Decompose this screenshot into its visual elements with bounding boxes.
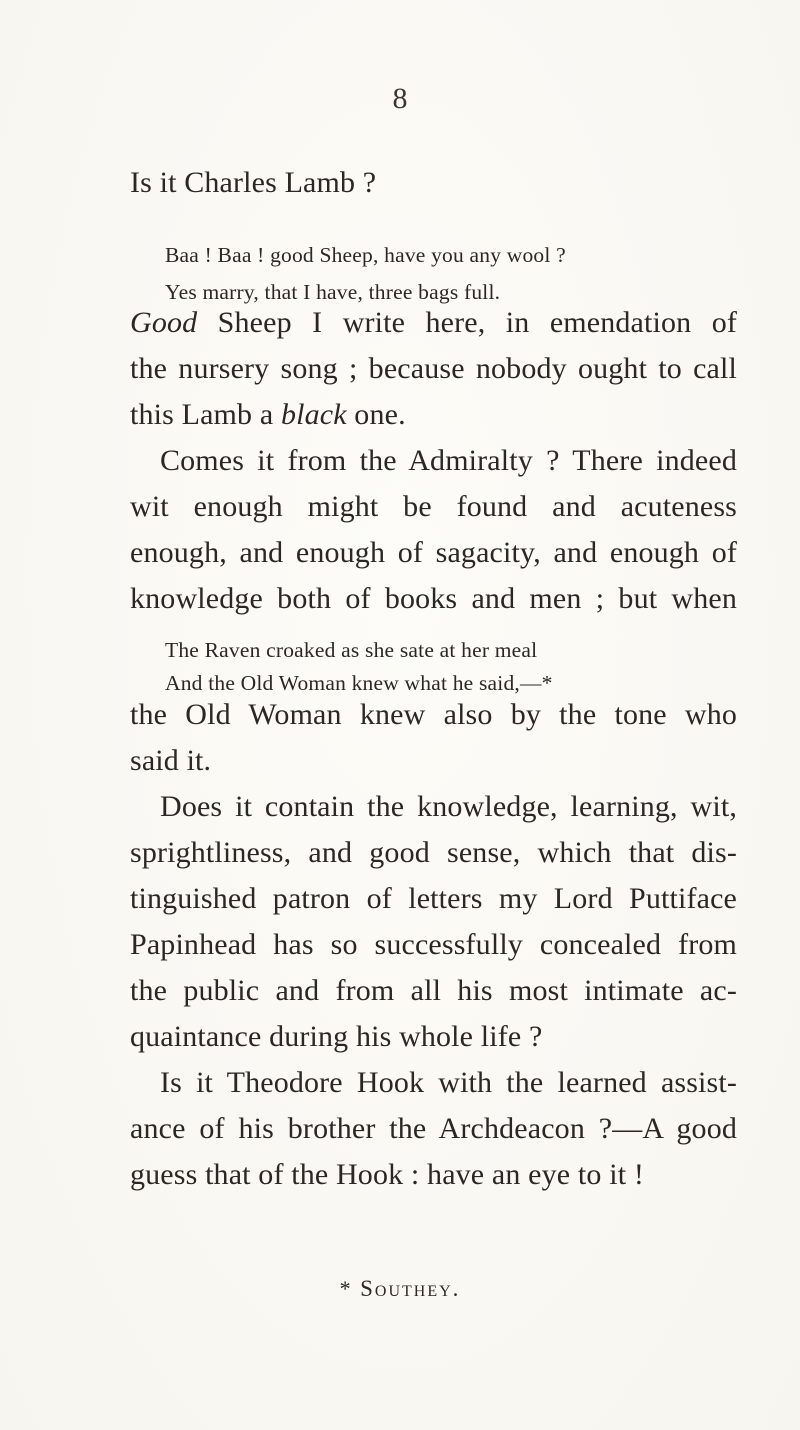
footnote-marker: * bbox=[339, 1276, 361, 1301]
text-span: one. bbox=[346, 398, 406, 431]
paragraph-line: Is it Theodore Hook with the learned assist- bbox=[160, 1066, 737, 1099]
paragraph-line bbox=[130, 306, 737, 340]
paragraph-line: enough, and enough of sagacity, and enough of bbox=[130, 536, 737, 569]
paragraph-line: quaintance during his whole life ? bbox=[130, 1020, 543, 1053]
paragraph-line: wit enough might be found and acuteness bbox=[130, 490, 737, 523]
emphasis-text: Good bbox=[130, 306, 198, 339]
paragraph-line: ance of his brother the Archdeacon ?—A good bbox=[130, 1112, 737, 1145]
verse-line: Baa ! Baa ! good Sheep, have you any wool ? bbox=[165, 243, 566, 267]
heading-line: Is it Charles Lamb ? bbox=[130, 166, 377, 199]
footnote bbox=[0, 1276, 800, 1302]
verse-line: Yes marry, that I have, three bags full. bbox=[165, 280, 501, 304]
paragraph-line: Papinhead has so successfully concealed from bbox=[130, 928, 737, 961]
paragraph-line: Comes it from the Admiralty ? There indeed bbox=[160, 444, 737, 477]
paragraph-line: tinguished patron of letters my Lord Puttiface bbox=[130, 882, 737, 915]
paragraph-line bbox=[130, 398, 406, 432]
paragraph-line: sprightliness, and good sense, which that dis- bbox=[130, 836, 737, 869]
paragraph-line: knowledge both of books and men ; but when bbox=[130, 582, 737, 615]
paragraph-line: the Old Woman knew also by the tone who bbox=[130, 698, 737, 731]
text-span: this Lamb a bbox=[130, 398, 281, 431]
paragraph-line: the nursery song ; because nobody ought to call bbox=[130, 352, 737, 385]
text-span: Sheep I write here, in emendation of bbox=[197, 306, 737, 339]
paragraph-line: Does it contain the knowledge, learning, wit, bbox=[160, 790, 737, 823]
paragraph-line: guess that of the Hook : have an eye to it ! bbox=[130, 1158, 644, 1191]
paragraph-line: the public and from all his most intimate ac- bbox=[130, 974, 737, 1007]
verse-line: The Raven croaked as she sate at her meal bbox=[165, 638, 538, 662]
emphasis-text: black bbox=[280, 398, 347, 431]
verse-line: And the Old Woman knew what he said,—* bbox=[165, 671, 553, 695]
paragraph-line: said it. bbox=[130, 744, 212, 777]
footnote-text: Southey. bbox=[360, 1276, 461, 1301]
page-number: 8 bbox=[392, 82, 408, 115]
